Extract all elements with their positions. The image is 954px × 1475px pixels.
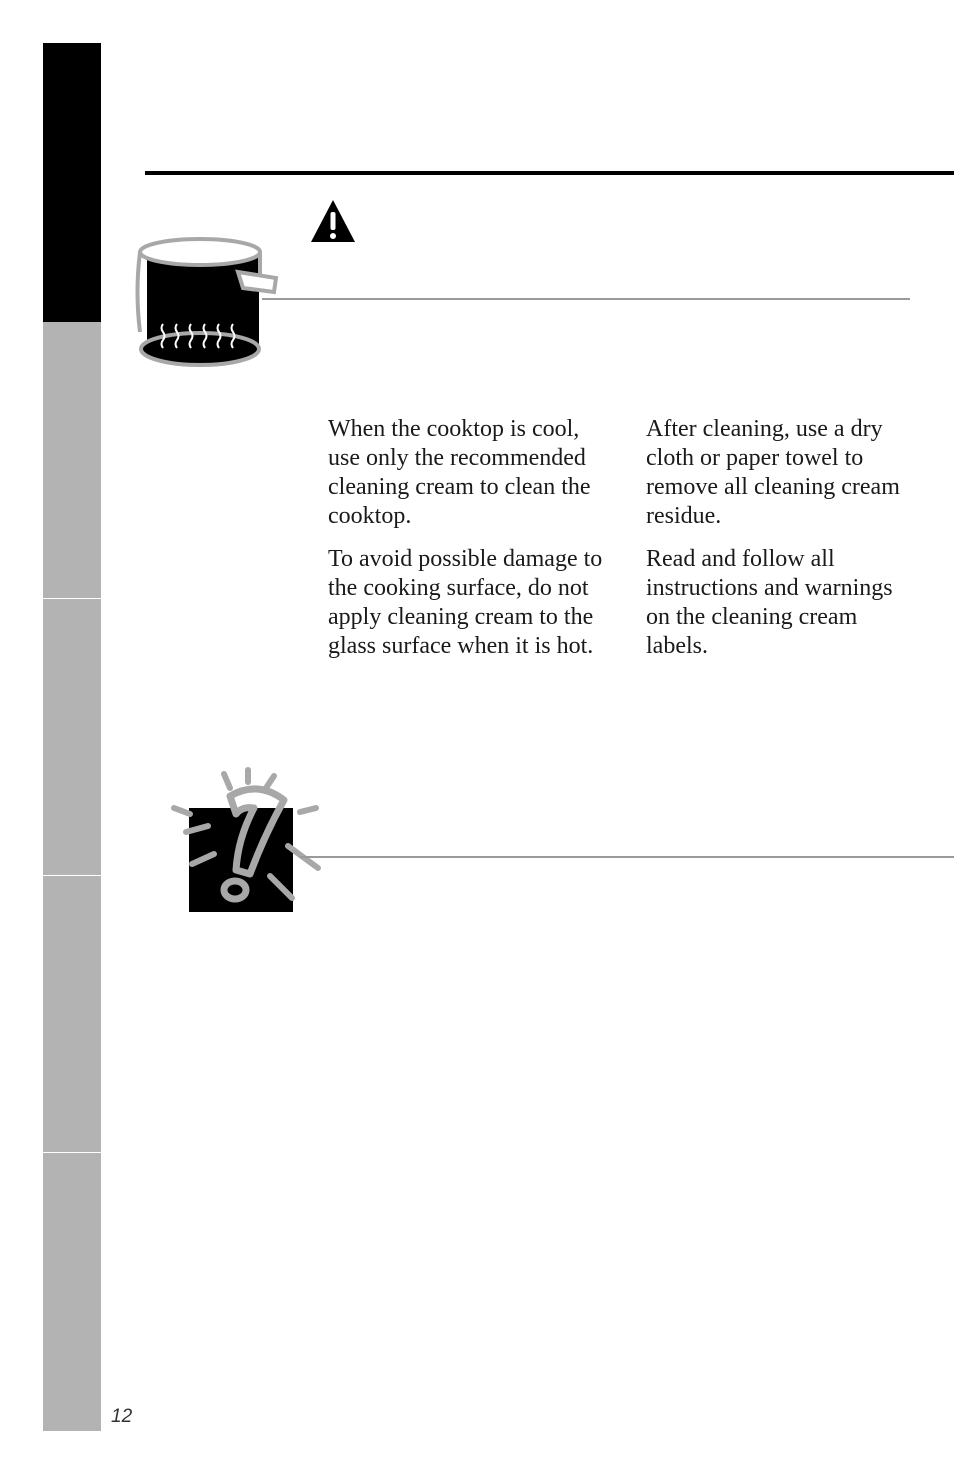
left-text-column: [328, 415, 603, 675]
paragraph-avoid-damage: To avoid possible damage to the cooking surface, do not apply cleaning cream to the glass surface when it is hot.: [328, 546, 603, 659]
header-rule: [145, 171, 954, 175]
paragraph-after-cleaning: After cleaning, use a dry cloth or paper towel to remove all cleaning cream residue.: [646, 416, 900, 529]
exclamation-burst-icon: [168, 766, 326, 914]
warning-triangle-icon: [309, 198, 357, 244]
section-tab-2: [43, 322, 101, 598]
right-text-column: [646, 415, 921, 675]
section-tab-5: [43, 1153, 101, 1431]
section-tab-4: [43, 876, 101, 1152]
paragraph-cool-cooktop: When the cooktop is cool, use only the recommended cleaning cream to clean the cooktop.: [328, 416, 591, 529]
section-rule-2: [300, 856, 954, 858]
section-tab-active: [43, 43, 101, 322]
pot-on-burner-illustration: [133, 232, 281, 370]
section-tab-3: [43, 599, 101, 875]
section-rule-1: [262, 298, 910, 300]
page-number: 12: [111, 1406, 133, 1427]
paragraph-read-instructions: Read and follow all instructions and warnings on the cleaning cream labels.: [646, 546, 893, 659]
